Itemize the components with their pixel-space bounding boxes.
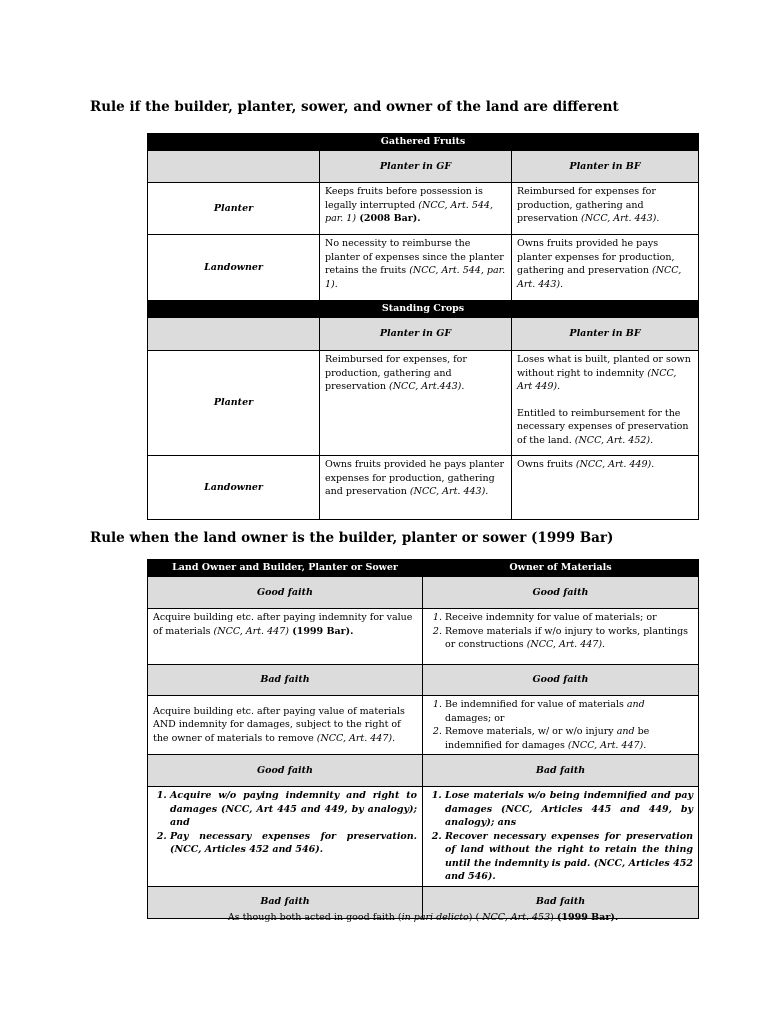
cell-r3-left xyxy=(148,787,423,887)
cell-r2-left: Acquire building etc. after paying value of materials AND indemnity for damages, subject to the right of the owner of materials to remove (NCC, Art. 447). xyxy=(148,696,423,755)
col-header-planter-gf: Planter in GF xyxy=(320,318,512,351)
cell-sc-owner-gf: Owns fruits provided he pays planter expenses for production, gathering and preservation (NCC, Art. 443). xyxy=(320,456,512,520)
band-row xyxy=(148,134,699,151)
col-header-landowner-builder: Land Owner and Builder, Planter or Sower xyxy=(148,560,423,577)
cell-sc-planter-gf: Reimbursed for expenses, for production, gathering and preservation (NCC, Art.443). xyxy=(320,351,512,456)
faith-row xyxy=(148,665,699,696)
header-blank-cell xyxy=(148,151,320,183)
paragraph: Loses what is built, planted or sown without right to indemnity (NCC, Art 449). xyxy=(517,354,691,392)
list-item: 2. Pay necessary expenses for preservation. (NCC, Articles 452 and 546). xyxy=(170,830,417,857)
cell-r3-right xyxy=(423,787,699,887)
faith-row xyxy=(148,577,699,609)
list-item: 1. Acquire w/o paying indemnity and right to damages (NCC, Art 445 and 449, by analogy); and xyxy=(170,789,417,830)
faith-label-bad: Bad faith xyxy=(423,755,699,787)
row-label-planter: Planter xyxy=(148,351,320,456)
col-header-planter-gf: Planter in GF xyxy=(320,151,512,183)
table-row xyxy=(148,696,699,755)
list-item: 2. Remove materials if w/o injury to works, plantings or constructions (NCC, Art. 447). xyxy=(445,625,693,652)
numbered-list xyxy=(428,789,693,884)
cell-sc-owner-bf: Owns fruits (NCC, Art. 449). xyxy=(512,456,699,520)
cell-r2-right xyxy=(423,696,699,755)
band-gathered-fruits: Gathered Fruits xyxy=(148,134,699,151)
footer-note: As though both acted in good faith (in pari delicto) ( NCC, Art. 453) (1999 Bar). xyxy=(227,912,619,923)
faith-label-good: Good faith xyxy=(423,577,699,609)
cell-gf-owner-bf: Owns fruits provided he pays planter expenses for production, gathering and preservation (NCC, Art. 443). xyxy=(512,235,699,301)
paragraph: Entitled to reimbursement for the necessary expenses of preservation of the land. (NCC, Art. 452). xyxy=(517,407,689,446)
spacer xyxy=(517,394,693,407)
col-header-owner-materials: Owner of Materials xyxy=(423,560,699,577)
fruits-table xyxy=(147,133,699,520)
col-header-planter-bf: Planter in BF xyxy=(512,318,699,351)
list-item: 1. Be indemnified for value of materials and damages; or xyxy=(445,698,693,725)
list-item: 2. Remove materials, w/ or w/o injury and be indemnified for damages (NCC, Art. 447). xyxy=(445,725,693,752)
numbered-list xyxy=(428,698,693,752)
cell-sc-planter-bf xyxy=(512,351,699,456)
table-row xyxy=(148,183,699,235)
band-row xyxy=(148,560,699,577)
faith-row xyxy=(148,755,699,787)
header-row xyxy=(148,318,699,351)
faith-label-bad: Bad faith xyxy=(148,886,423,918)
faith-label-bad: Bad faith xyxy=(148,665,423,696)
cell-gf-planter-bf: Reimbursed for expenses for production, gathering and preservation (NCC, Art. 443). xyxy=(512,183,699,235)
table-row xyxy=(148,351,699,456)
band-standing-crops: Standing Crops xyxy=(148,301,699,318)
table-row xyxy=(148,235,699,301)
col-header-planter-bf: Planter in BF xyxy=(512,151,699,183)
cell-gf-owner-gf: No necessity to reimburse the planter of expenses since the planter retains the fruits (NCC, Art. 544, par. 1). xyxy=(320,235,512,301)
list-item: 2. Recover necessary expenses for preservation of land without the right to retain the thing until the indemnity is paid. (NCC, Articles 452 and 546). xyxy=(445,830,693,884)
section-heading-landowner-builder: Rule when the land owner is the builder, planter or sower (1999 Bar) xyxy=(90,530,614,546)
numbered-list xyxy=(153,789,417,857)
cell-r1-left: Acquire building etc. after paying indemnity for value of materials (NCC, Art. 447) (1999 Bar). xyxy=(148,609,423,665)
header-blank-cell xyxy=(148,318,320,351)
cell-gf-planter-gf: Keeps fruits before possession is legally interrupted (NCC, Art. 544, par. 1) (2008 Bar). xyxy=(320,183,512,235)
list-item: 1. Lose materials w/o being indemnified and pay damages (NCC, Articles 445 and 449, by analogy); ans xyxy=(445,789,693,830)
table-row xyxy=(148,456,699,520)
faith-label-good: Good faith xyxy=(148,577,423,609)
list-item: 1. Receive indemnity for value of materials; or xyxy=(445,611,693,625)
header-row xyxy=(148,151,699,183)
row-label-landowner: Landowner xyxy=(148,235,320,301)
row-label-landowner: Landowner xyxy=(148,456,320,520)
table-row xyxy=(148,609,699,665)
faith-label-good: Good faith xyxy=(423,665,699,696)
row-label-planter: Planter xyxy=(148,183,320,235)
table-row xyxy=(148,787,699,887)
landowner-materials-table xyxy=(147,559,699,919)
numbered-list xyxy=(428,611,693,652)
band-row xyxy=(148,301,699,318)
cell-r1-right xyxy=(423,609,699,665)
faith-label-bad: Bad faith xyxy=(423,886,699,918)
section-heading-different-parties: Rule if the builder, planter, sower, and owner of the land are different xyxy=(90,99,619,115)
faith-label-good: Good faith xyxy=(148,755,423,787)
